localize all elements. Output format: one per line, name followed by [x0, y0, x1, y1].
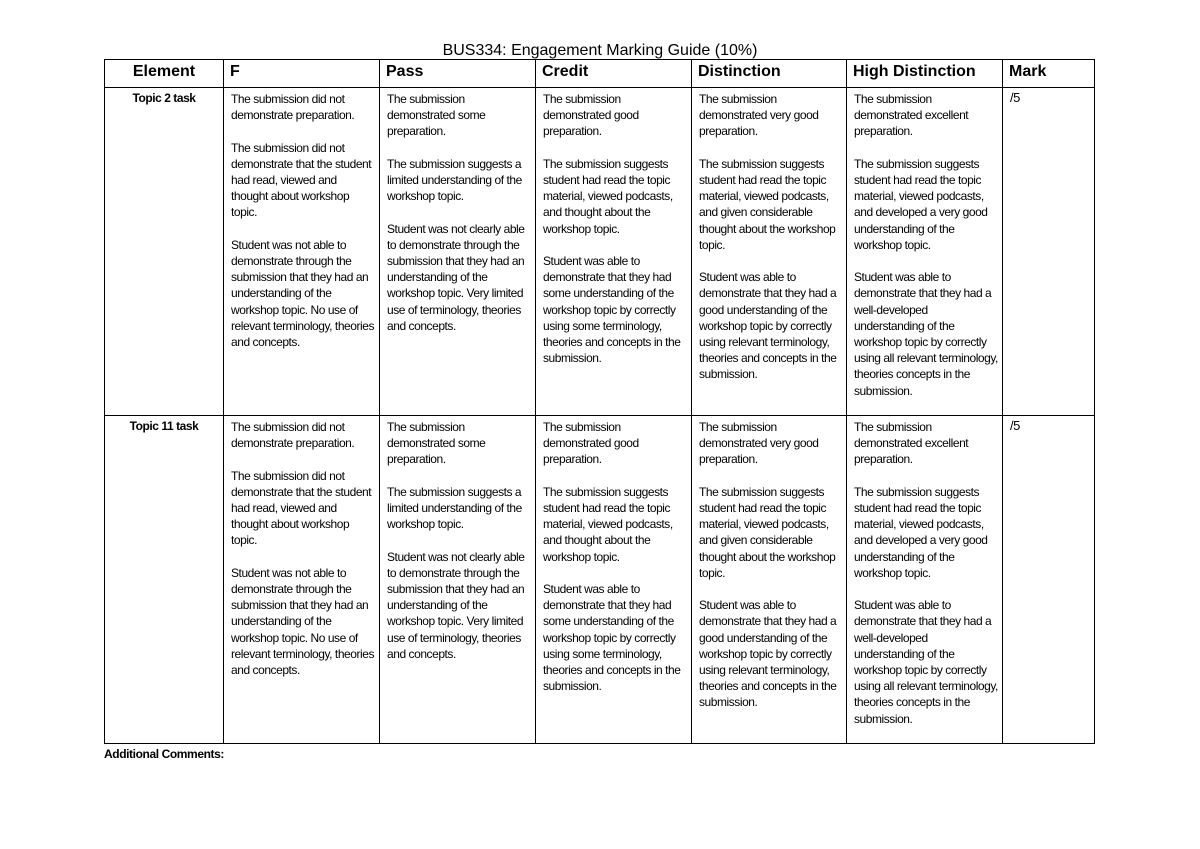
criterion-text: The submission did not demonstrate preparation.: [231, 92, 355, 123]
f-cell: [224, 416, 380, 744]
element-cell: [105, 88, 224, 416]
table-row-topic-2: [105, 88, 1095, 416]
additional-comments-label: Additional Comments:: [104, 747, 224, 761]
table-row-topic-11: [105, 416, 1095, 744]
criterion-text: Student was able to demonstrate that they had some understanding of the workshop topic by correctly using some terminology, theories and concepts in the submission.: [543, 254, 681, 366]
column-header-credit: Credit: [536, 60, 692, 88]
element-cell: [105, 416, 224, 744]
pass-cell: [380, 416, 536, 744]
criterion-text: The submission did not demonstrate that the student had read, viewed and thought about workshop topic.: [231, 140, 372, 220]
criterion-text: The submission demonstrated good preparation.: [543, 92, 639, 139]
column-header-distinction: Distinction: [692, 60, 847, 88]
table-header-row: [105, 60, 1095, 88]
document-title: BUS334: Engagement Marking Guide (10%): [442, 42, 758, 59]
criterion-text: The submission suggests student had read the topic material, viewed podcasts, and thought about the workshop topic.: [543, 484, 673, 564]
criterion-text: The submission demonstrated very good preparation.: [699, 92, 819, 139]
criterion-text: Student was able to demonstrate that they had some understanding of the workshop topic by correctly using some terminology, theories and concepts in the submission.: [543, 582, 681, 694]
mark-cell: [1003, 416, 1095, 744]
pass-cell: [380, 88, 536, 416]
mark-value: /5: [1010, 418, 1020, 433]
distinction-cell: [692, 88, 847, 416]
criterion-text: Student was not clearly able to demonstrate through the submission that they had an understanding of the workshop topic. Very limited use of terminology, theories and concepts.: [387, 549, 525, 661]
criterion-text: The submission demonstrated excellent preparation.: [854, 420, 969, 467]
criterion-text: Student was able to demonstrate that they had a good understanding of the workshop topic by correctly using relevant terminology, theories and concepts in the submission.: [699, 598, 837, 710]
criterion-text: The submission suggests student had read the topic material, viewed podcasts, and thought about the workshop topic.: [543, 156, 673, 236]
element-label: Topic 2 task: [132, 91, 196, 105]
criterion-text: The submission suggests student had read the topic material, viewed podcasts, and given considerable thought about the workshop topic.: [699, 156, 836, 252]
column-header-pass: Pass: [380, 60, 536, 88]
distinction-cell: [692, 416, 847, 744]
mark-cell: [1003, 88, 1095, 416]
criterion-text: The submission demonstrated some preparation.: [387, 92, 486, 139]
column-header-high-distinction: High Distinction: [847, 60, 1003, 88]
f-cell: [224, 88, 380, 416]
criterion-text: The submission did not demonstrate preparation.: [231, 420, 355, 451]
criterion-text: The submission demonstrated some preparation.: [387, 420, 486, 467]
criterion-text: Student was not able to demonstrate through the submission that they had an understanding of the workshop topic. No use of relevant terminology, theories and concepts.: [231, 565, 375, 678]
criterion-text: The submission suggests student had read the topic material, viewed podcasts, and developed a very good understanding of the workshop topic.: [854, 484, 988, 580]
high-distinction-cell: [847, 416, 1003, 744]
criterion-text: The submission suggests student had read the topic material, viewed podcasts, and given considerable thought about the workshop topic.: [699, 484, 836, 580]
credit-cell: [536, 88, 692, 416]
criterion-text: Student was not clearly able to demonstrate through the submission that they had an understanding of the workshop topic. Very limited use of terminology, theories and concepts.: [387, 221, 525, 333]
criterion-text: The submission suggests a limited understanding of the workshop topic.: [387, 484, 522, 532]
mark-value: /5: [1010, 90, 1020, 105]
column-header-element: Element: [105, 60, 224, 88]
high-distinction-cell: [847, 88, 1003, 416]
criterion-text: The submission suggests a limited understanding of the workshop topic.: [387, 156, 522, 204]
criterion-text: Student was not able to demonstrate through the submission that they had an understanding of the workshop topic. No use of relevant terminology, theories and concepts.: [231, 237, 375, 350]
criterion-text: The submission demonstrated excellent preparation.: [854, 92, 969, 139]
criterion-text: The submission demonstrated very good preparation.: [699, 420, 819, 467]
criterion-text: The submission demonstrated good preparation.: [543, 420, 639, 467]
criterion-text: Student was able to demonstrate that they had a well-developed understanding of the workshop topic by correctly using all relevant terminology, theories concepts in the submission.: [854, 598, 998, 726]
column-header-mark: Mark: [1003, 60, 1095, 88]
criterion-text: Student was able to demonstrate that they had a well-developed understanding of the workshop topic by correctly using all relevant terminology, theories concepts in the submission.: [854, 270, 998, 398]
criterion-text: The submission did not demonstrate that the student had read, viewed and thought about workshop topic.: [231, 468, 372, 548]
criterion-text: The submission suggests student had read the topic material, viewed podcasts, and developed a very good understanding of the workshop topic.: [854, 156, 988, 252]
marking-guide-table: [104, 59, 1095, 744]
element-label: Topic 11 task: [129, 419, 199, 433]
column-header-f: F: [224, 60, 380, 88]
criterion-text: Student was able to demonstrate that they had a good understanding of the workshop topic by correctly using relevant terminology, theories and concepts in the submission.: [699, 270, 837, 382]
credit-cell: [536, 416, 692, 744]
